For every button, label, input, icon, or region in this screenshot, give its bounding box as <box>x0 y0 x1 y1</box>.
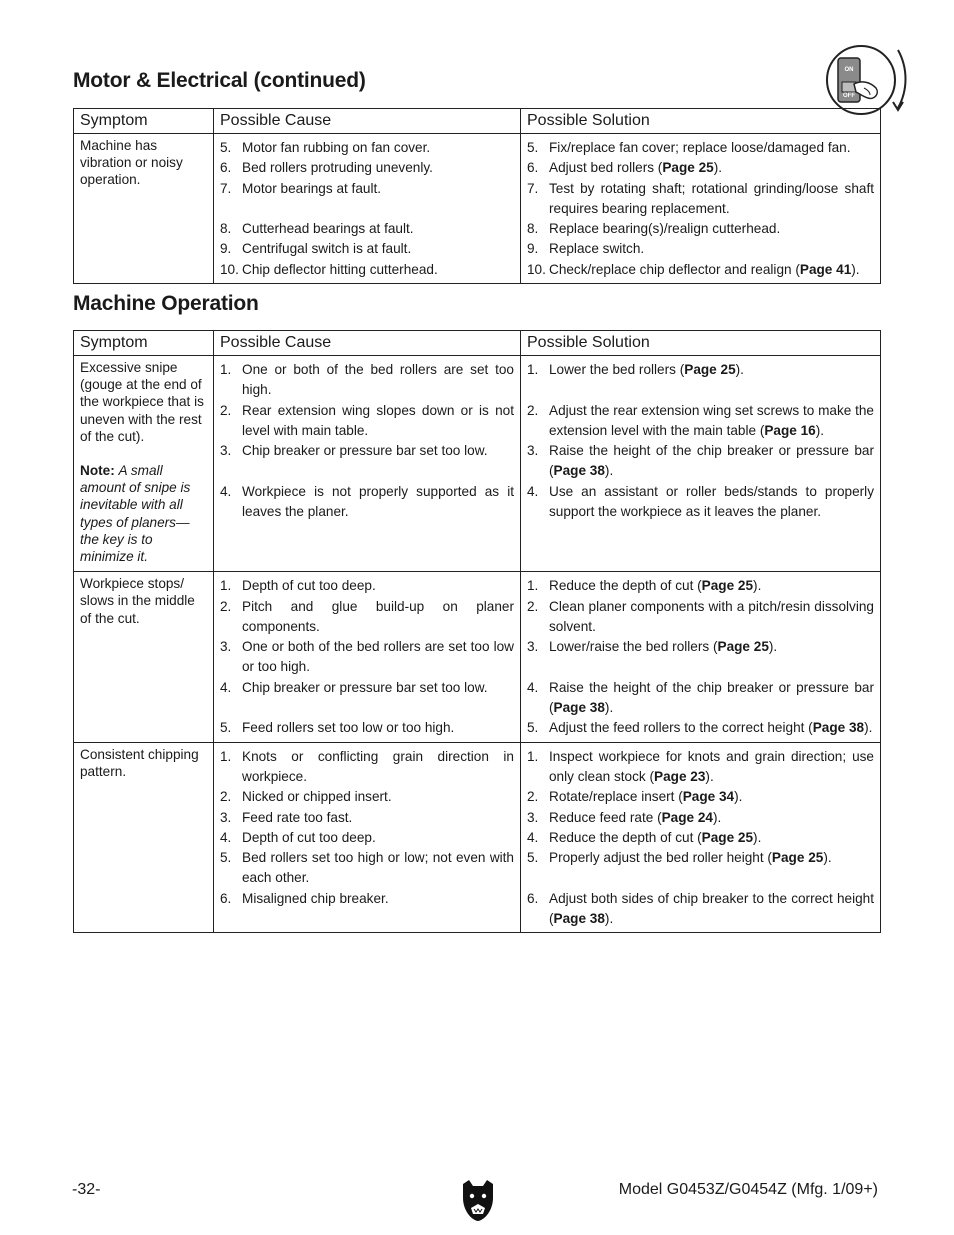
list-item <box>527 637 874 657</box>
list-item <box>220 848 514 889</box>
item-number: 2. <box>527 402 539 418</box>
symptom-cell <box>74 572 214 742</box>
page-reference: Page 16 <box>764 422 816 438</box>
solution-list <box>521 742 881 933</box>
item-number: 4. <box>527 483 539 499</box>
list-item <box>527 179 874 220</box>
list-item <box>220 787 514 807</box>
symptom-cell <box>74 742 214 933</box>
text-run: Lower/raise the bed rollers ( <box>549 639 718 655</box>
item-text <box>549 787 874 807</box>
text-run: Feed rollers set too low or too high. <box>242 720 455 736</box>
list-item <box>527 482 874 523</box>
page-reference: Page 25 <box>662 160 714 176</box>
page-reference: Page 38 <box>553 700 605 716</box>
header-possible-solution: Possible Solution <box>521 331 881 356</box>
item-text <box>549 848 874 868</box>
switch-on-label: ON <box>844 67 854 73</box>
list-item <box>527 828 874 848</box>
item-text <box>549 576 874 596</box>
item-text <box>242 747 514 788</box>
list-item <box>220 678 514 698</box>
item-text <box>242 179 514 199</box>
page-reference: Page 38 <box>553 910 605 926</box>
item-text <box>549 219 874 239</box>
text-run: Centrifugal switch is at fault. <box>242 241 412 257</box>
item-text <box>549 482 874 523</box>
list-item <box>220 576 514 596</box>
item-number: 5. <box>220 140 232 155</box>
item-text <box>242 597 514 638</box>
item-text <box>242 828 514 848</box>
item-number: 1. <box>220 362 232 377</box>
text-run: ). <box>713 160 723 176</box>
item-text <box>549 747 874 788</box>
text-run: ). <box>604 910 614 926</box>
text-run: Knots or conflicting grain direction in workpiece. <box>242 748 514 784</box>
symptom-text: Machine has vibration or noisy operation. <box>80 138 183 188</box>
list-item <box>527 219 874 239</box>
table-row <box>74 742 881 933</box>
list-item <box>220 401 514 442</box>
page-reference: Page 25 <box>684 362 736 377</box>
list-item <box>220 219 514 239</box>
item-number: 6. <box>220 160 232 176</box>
item-number: 5. <box>527 140 539 155</box>
page-reference: Page 24 <box>661 809 713 825</box>
item-number: 4. <box>527 829 539 845</box>
text-run: Raise the height of the chip breaker or pressure bar ( <box>549 443 874 479</box>
note-label: Note: <box>80 463 115 479</box>
text-run: ). <box>851 261 860 277</box>
text-run: Reduce the depth of cut ( <box>549 829 702 845</box>
item-number: 2. <box>220 598 232 614</box>
item-number: 7. <box>220 180 232 196</box>
solution-list <box>521 356 881 572</box>
list-item <box>527 678 874 719</box>
text-run: Raise the height of the chip breaker or pressure bar ( <box>549 679 874 716</box>
cause-list <box>214 742 521 933</box>
item-number: 6. <box>527 890 539 906</box>
machine-operation-table <box>73 330 881 933</box>
item-number: 1. <box>220 578 232 594</box>
page-number: -32- <box>72 1181 101 1198</box>
text-run: Nicked or chipped insert. <box>242 789 392 805</box>
list-item <box>220 441 514 461</box>
list-item <box>220 718 514 738</box>
text-run: Use an assistant or roller beds/stands to properly support the workpiece as it leaves the planer. <box>549 483 874 520</box>
item-number: 4. <box>527 679 539 695</box>
item-number: 4. <box>220 829 232 845</box>
list-item <box>220 597 514 638</box>
text-run: Motor bearings at fault. <box>242 180 382 196</box>
item-number: 10. <box>527 261 546 277</box>
item-text <box>549 808 874 828</box>
item-number: 6. <box>220 890 232 906</box>
item-text <box>242 239 514 259</box>
item-text <box>242 360 514 401</box>
item-number: 3. <box>220 443 232 459</box>
text-run: Test by rotating shaft; rotational grinding/loose shaft requires bearing replacement. <box>549 180 874 216</box>
text-run: Chip breaker or pressure bar set too low. <box>242 443 488 459</box>
list-item <box>527 138 874 158</box>
page-reference: Page 34 <box>682 789 735 805</box>
item-text <box>549 718 874 738</box>
text-run: Lower the bed rollers ( <box>549 362 685 377</box>
item-text <box>242 678 514 698</box>
text-run: ). <box>864 720 873 736</box>
list-item <box>527 889 874 930</box>
item-text <box>242 482 514 523</box>
item-text <box>549 597 874 638</box>
table-row <box>74 134 881 284</box>
item-text <box>549 360 874 380</box>
list-item <box>220 179 514 199</box>
item-number: 4. <box>220 679 232 695</box>
motor-electrical-table <box>73 108 881 284</box>
item-text <box>549 179 874 220</box>
list-item <box>527 239 874 259</box>
item-text <box>242 576 514 596</box>
header-possible-cause: Possible Cause <box>214 331 521 356</box>
table-header-row <box>74 331 881 356</box>
item-text <box>242 401 514 442</box>
item-text <box>242 718 514 738</box>
text-run: Clean planer components with a pitch/resin dissolving solvent. <box>549 598 874 634</box>
item-number: 10. <box>220 261 239 277</box>
list-item <box>220 808 514 828</box>
item-number: 3. <box>220 809 232 825</box>
list-item <box>527 848 874 868</box>
item-text <box>549 637 874 657</box>
header-possible-cause: Possible Cause <box>214 109 521 134</box>
list-item <box>527 576 874 596</box>
text-run: Reduce feed rate ( <box>549 809 662 825</box>
section-title-machine-operation: Machine Operation <box>73 292 259 315</box>
text-run: Bed rollers protruding unevenly. <box>242 160 433 176</box>
page-reference: Page 38 <box>553 463 605 479</box>
list-item <box>220 239 514 259</box>
text-run: Chip deflector hitting cutterhead. <box>242 261 438 277</box>
list-item <box>527 597 874 638</box>
item-number: 5. <box>527 850 539 866</box>
list-item <box>527 747 874 788</box>
text-run: Bed rollers set too high or low; not even with each other. <box>242 850 514 886</box>
text-run: One or both of the bed rollers are set too high. <box>242 362 514 398</box>
header-symptom: Symptom <box>74 109 214 134</box>
item-text <box>242 138 514 158</box>
bear-head-logo-icon <box>459 1178 497 1227</box>
item-text <box>242 441 514 461</box>
list-item <box>527 260 874 280</box>
list-item <box>220 889 514 909</box>
symptom-text: Excessive snipe (gouge at the end of the workpiece that is uneven with the rest of the cut). <box>80 360 204 444</box>
list-item <box>220 158 514 178</box>
page-reference: Page 25 <box>771 850 824 866</box>
list-item <box>527 158 874 178</box>
header-possible-solution: Possible Solution <box>521 109 881 134</box>
page-reference: Page 25 <box>717 639 769 655</box>
cause-list <box>214 572 521 742</box>
text-run: Adjust both sides of chip breaker to the correct height ( <box>549 890 874 926</box>
item-number: 1. <box>527 578 539 594</box>
item-text <box>549 239 874 259</box>
text-run: Depth of cut too deep. <box>242 829 376 845</box>
item-number: 4. <box>220 483 232 499</box>
symptom-text: Consistent chipping pattern. <box>80 746 199 779</box>
text-run: ). <box>768 639 778 655</box>
item-number: 3. <box>527 443 539 459</box>
page-reference: Page 25 <box>701 578 754 594</box>
item-number: 2. <box>527 789 539 805</box>
solution-list <box>521 572 881 742</box>
text-run: Chip breaker or pressure bar set too low. <box>242 679 488 695</box>
list-item <box>527 441 874 482</box>
item-text <box>242 848 514 889</box>
symptom-cell <box>74 356 214 572</box>
item-text <box>549 678 874 719</box>
cause-list <box>214 134 521 284</box>
symptom-cell <box>74 134 214 284</box>
list-item <box>220 637 514 678</box>
text-run: Properly adjust the bed roller height ( <box>549 850 772 866</box>
item-number: 6. <box>527 160 539 176</box>
text-run: Rotate/replace insert ( <box>549 789 683 805</box>
page-reference: Page 25 <box>701 829 754 845</box>
item-text <box>549 828 874 848</box>
item-text <box>242 637 514 678</box>
page-reference: Page 23 <box>654 768 706 784</box>
item-number: 1. <box>527 362 539 377</box>
symptom-text: Workpiece stops/ slows in the middle of the cut. <box>80 576 195 626</box>
text-run: ). <box>815 422 825 438</box>
item-text <box>549 158 874 178</box>
item-text <box>242 260 514 280</box>
item-text <box>549 889 874 930</box>
switch-off-label: OFF <box>843 93 855 99</box>
item-number: 2. <box>527 598 539 614</box>
item-text <box>242 787 514 807</box>
text-run: Fix/replace fan cover; replace loose/damaged fan. <box>549 140 851 155</box>
section-title-motor-electrical: Motor & Electrical (continued) <box>73 69 366 92</box>
item-number: 1. <box>527 748 539 764</box>
text-run: Depth of cut too deep. <box>242 578 376 594</box>
text-run: ). <box>734 789 743 805</box>
table-row <box>74 356 881 572</box>
text-run: Pitch and glue build-up on planer components. <box>242 598 514 634</box>
text-run: Feed rate too fast. <box>242 809 353 825</box>
text-run: Reduce the depth of cut ( <box>549 578 702 594</box>
note-text: A small amount of snipe is inevitable with all types of planers—the key is to minimize it. <box>80 463 191 565</box>
item-number: 8. <box>220 221 232 237</box>
item-number: 3. <box>527 639 539 655</box>
text-run: Rear extension wing slopes down or is not level with main table. <box>242 402 514 438</box>
text-run: Replace bearing(s)/realign cutterhead. <box>549 221 781 237</box>
text-run: Inspect workpiece for knots and grain direction; use only clean stock ( <box>549 748 874 784</box>
item-text <box>242 889 514 909</box>
page-reference: Page 41 <box>799 261 852 277</box>
text-run: ). <box>705 768 714 784</box>
symptom-note <box>80 462 207 565</box>
item-number: 2. <box>220 402 232 418</box>
text-run: ). <box>735 362 744 377</box>
item-text <box>549 441 874 482</box>
list-item <box>527 808 874 828</box>
item-text <box>242 158 514 178</box>
solution-list <box>521 134 881 284</box>
text-run: ). <box>753 578 762 594</box>
text-run: Check/replace chip deflector and realign ( <box>549 261 800 277</box>
text-run: Adjust bed rollers ( <box>549 160 663 176</box>
item-text <box>549 401 874 442</box>
item-number: 3. <box>220 639 232 655</box>
item-text <box>242 808 514 828</box>
text-run: Adjust the feed rollers to the correct height ( <box>549 720 813 736</box>
list-item <box>527 718 874 738</box>
item-number: 7. <box>527 180 539 196</box>
text-run: Misaligned chip breaker. <box>242 890 389 906</box>
text-run: ). <box>753 829 762 845</box>
table-header-row <box>74 109 881 134</box>
text-run: Cutterhead bearings at fault. <box>242 221 414 237</box>
item-number: 5. <box>220 850 232 866</box>
text-run: Replace switch. <box>549 241 645 257</box>
list-item <box>220 747 514 788</box>
page-reference: Page 38 <box>812 720 865 736</box>
header-symptom: Symptom <box>74 331 214 356</box>
item-number: 9. <box>220 241 232 257</box>
text-run: ). <box>823 850 832 866</box>
item-number: 2. <box>220 789 232 805</box>
item-text <box>242 219 514 239</box>
list-item <box>220 360 514 401</box>
text-run: Workpiece is not properly supported as it leaves the planer. <box>242 483 514 520</box>
item-number: 5. <box>527 720 539 736</box>
cause-list <box>214 356 521 572</box>
list-item <box>220 828 514 848</box>
text-run: One or both of the bed rollers are set too low or too high. <box>242 639 514 675</box>
list-item <box>527 787 874 807</box>
text-run: Adjust the rear extension wing set screws to make the extension level with the main table ( <box>549 402 874 438</box>
table-row <box>74 572 881 742</box>
text-run: ). <box>604 700 614 716</box>
item-number: 1. <box>220 748 232 764</box>
list-item <box>527 401 874 442</box>
text-run: Motor fan rubbing on fan cover. <box>242 140 431 155</box>
text-run: ). <box>712 809 722 825</box>
item-text <box>549 138 874 158</box>
item-number: 3. <box>527 809 539 825</box>
list-item <box>527 360 874 380</box>
list-item <box>220 260 514 280</box>
model-info: Model G0453Z/G0454Z (Mfg. 1/09+) <box>618 1181 878 1198</box>
text-run: ). <box>604 463 614 479</box>
item-text <box>549 260 874 280</box>
item-number: 9. <box>527 241 539 257</box>
item-number: 5. <box>220 720 232 736</box>
list-item <box>220 482 514 523</box>
item-number: 8. <box>527 221 539 237</box>
list-item <box>220 138 514 158</box>
